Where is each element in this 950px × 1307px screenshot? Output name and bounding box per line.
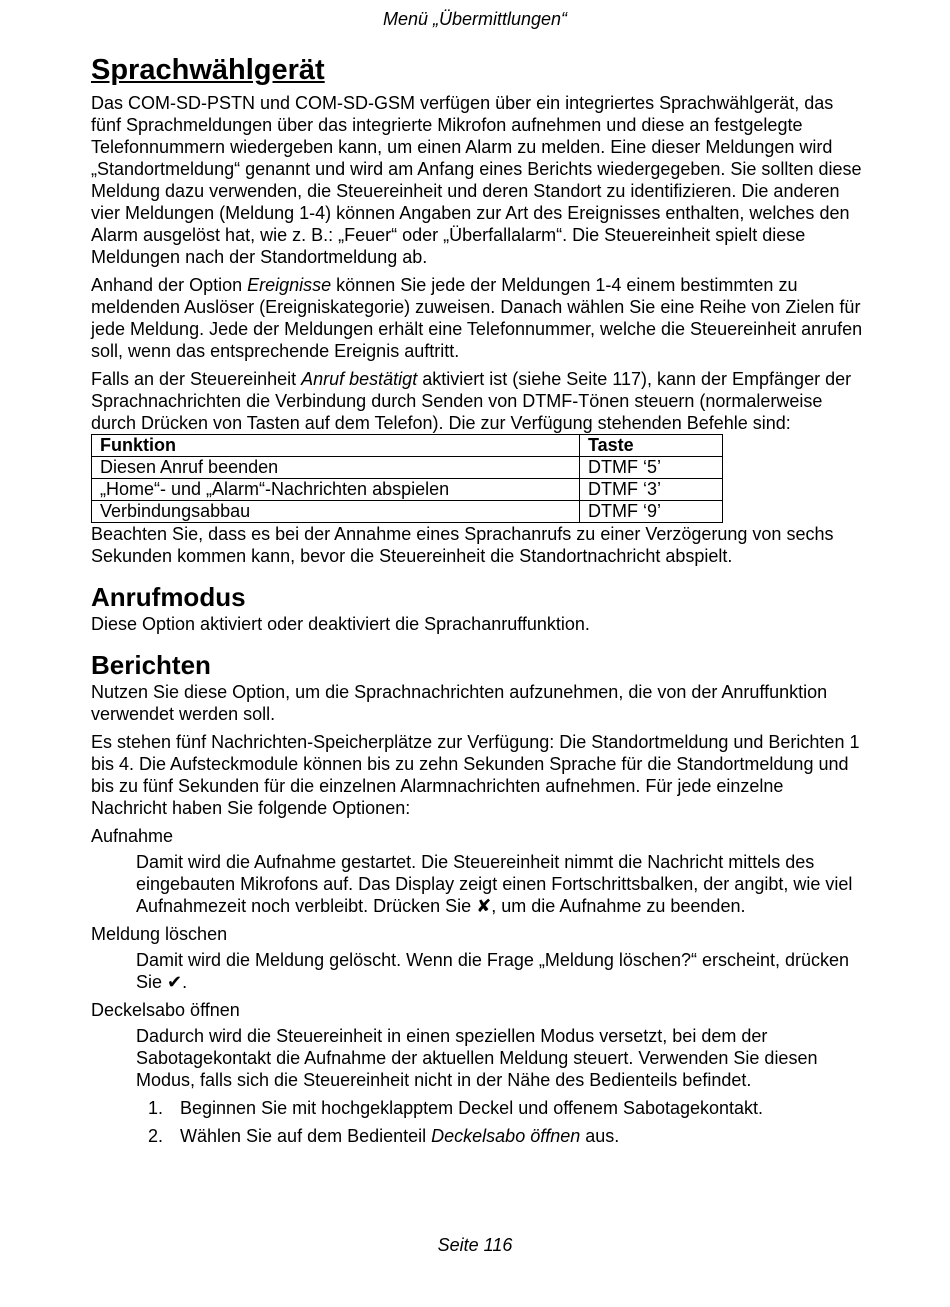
- option-label-meldung-loeschen: Meldung löschen: [91, 924, 228, 944]
- list-item: 1. Beginnen Sie mit hochgeklapptem Deckel und offenem Sabotagekontakt.: [136, 1097, 863, 1119]
- section-heading-sprachwaehlgeraet: Sprachwählgerät: [91, 54, 325, 86]
- list-item: 2. Wählen Sie auf dem Bedienteil Deckelsabo öffnen aus.: [136, 1125, 863, 1147]
- table-header-cell: Funktion: [92, 435, 580, 457]
- paragraph: Nutzen Sie diese Option, um die Sprachnachrichten aufzunehmen, die von der Anruffunktion verwendet werden soll.: [91, 682, 828, 724]
- option-label-aufnahme: Aufnahme: [91, 826, 174, 846]
- table-cell: DTMF ‘3’: [580, 479, 723, 501]
- check-icon: ✔: [167, 972, 183, 992]
- page-content: [91, 52, 863, 1153]
- term-anruf-bestaetigt: Anruf bestätigt: [301, 369, 418, 389]
- table-row: [92, 457, 723, 479]
- table-header-cell: Taste: [580, 435, 723, 457]
- section-heading-anrufmodus: Anrufmodus: [91, 582, 246, 612]
- table-row: [92, 501, 723, 523]
- step-number: 1.: [148, 1098, 164, 1118]
- page-number: Seite 116: [437, 1235, 513, 1255]
- paragraph: Anhand der Option Ereignisse können Sie jede der Meldungen 1-4 einem bestimmten zu meldenden Auslöser (Ereigniskategorie) zuweisen. Danach wählen Sie eine Reihe von Zielen für jede Meldung. Jede der Meldungen erhält eine Telefonnummer, welche die Steuereinheit anrufen soll, wenn das entsprechende Ereignis auftritt.: [91, 275, 863, 361]
- option-description: Damit wird die Meldung gelöscht. Wenn die Frage „Meldung löschen?“ erscheint, drücken Sie ✔.: [136, 950, 850, 992]
- cross-icon: ✘: [476, 896, 492, 916]
- page-header: Menü „Übermittlungen“: [382, 9, 568, 29]
- table-cell: DTMF ‘5’: [580, 457, 723, 479]
- steps-list: [136, 1097, 863, 1147]
- table-header-row: [92, 435, 723, 457]
- option-label-deckelsabo-oeffnen: Deckelsabo öffnen: [91, 1000, 240, 1020]
- paragraph: Falls an der Steuereinheit Anruf bestätigt aktiviert ist (siehe Seite 117), kann der Empfänger der Sprachnachrichten die Verbindung durch Senden von DTMF-Tönen steuern (normalerweise durch Drücken von Tasten auf dem Telefon). Die zur Verfügung stehenden Befehle sind:: [91, 369, 852, 433]
- option-description: [136, 1025, 863, 1147]
- paragraph: Diese Option aktiviert oder deaktiviert die Sprachanruffunktion.: [91, 614, 590, 634]
- section-heading-berichten: Berichten: [91, 650, 211, 680]
- paragraph: Das COM-SD-PSTN und COM-SD-GSM verfügen über ein integriertes Sprachwählgerät, das fünf Sprachmeldungen über das integrierte Mikrofon aufnehmen und diese an festgelegte Telefonnummern wiedergeben kann, um einen Alarm zu melden. Eine dieser Meldungen wird „Standortmeldung“ genannt und wird am Anfang eines Berichts wiedergegeben. Sie sollten diese Meldung dazu verwenden, die Steuereinheit und deren Standort zu identifizieren. Die anderen vier Meldungen (Meldung 1-4) können Angaben zur Art des Ereignisses enthalten, welches den Alarm ausgelöst hat, wie z. B.: „Feuer“ oder „Überfallalarm“. Die Steuereinheit spielt diese Meldungen nach der Standortmeldung ab.: [91, 93, 862, 267]
- term-deckelsabo-oeffnen: Deckelsabo öffnen: [431, 1126, 581, 1146]
- table-cell: DTMF ‘9’: [580, 501, 723, 523]
- table-cell: Verbindungsabbau: [92, 501, 580, 523]
- paragraph: Es stehen fünf Nachrichten-Speicherplätze zur Verfügung: Die Standortmeldung und Berichten 1 bis 4. Die Aufsteckmodule können bis zu zehn Sekunden Sprache für die Standortmeldung und bis zu fünf Sekunden für die einzelnen Alarmnachrichten aufnehmen. Für jede einzelne Nachricht haben Sie folgende Optionen:: [91, 732, 860, 818]
- dtmf-commands-table: [91, 434, 723, 523]
- term-ereignisse: Ereignisse: [247, 275, 332, 295]
- table-cell: „Home“- und „Alarm“-Nachrichten abspielen: [92, 479, 580, 501]
- paragraph: Beachten Sie, dass es bei der Annahme eines Sprachanrufs zu einer Verzögerung von sechs Sekunden kommen kann, bevor die Steuereinheit die Standortnachricht abspielt.: [91, 524, 834, 566]
- paragraph: Dadurch wird die Steuereinheit in einen speziellen Modus versetzt, bei dem der Sabotagekontakt die Aufnahme der aktuellen Meldung steuert. Verwenden Sie diesen Modus, falls sich die Steuereinheit nicht in der Nähe des Bedienteils befindet.: [136, 1026, 818, 1090]
- table-cell: Diesen Anruf beenden: [92, 457, 580, 479]
- table-row: [92, 479, 723, 501]
- option-description: Damit wird die Aufnahme gestartet. Die Steuereinheit nimmt die Nachricht mittels des eingebauten Mikrofons auf. Das Display zeigt einen Fortschrittsbalken, der angibt, wie viel Aufnahmezeit noch verbleibt. Drücken Sie ✘, um die Aufnahme zu beenden.: [136, 852, 853, 916]
- step-number: 2.: [148, 1126, 164, 1146]
